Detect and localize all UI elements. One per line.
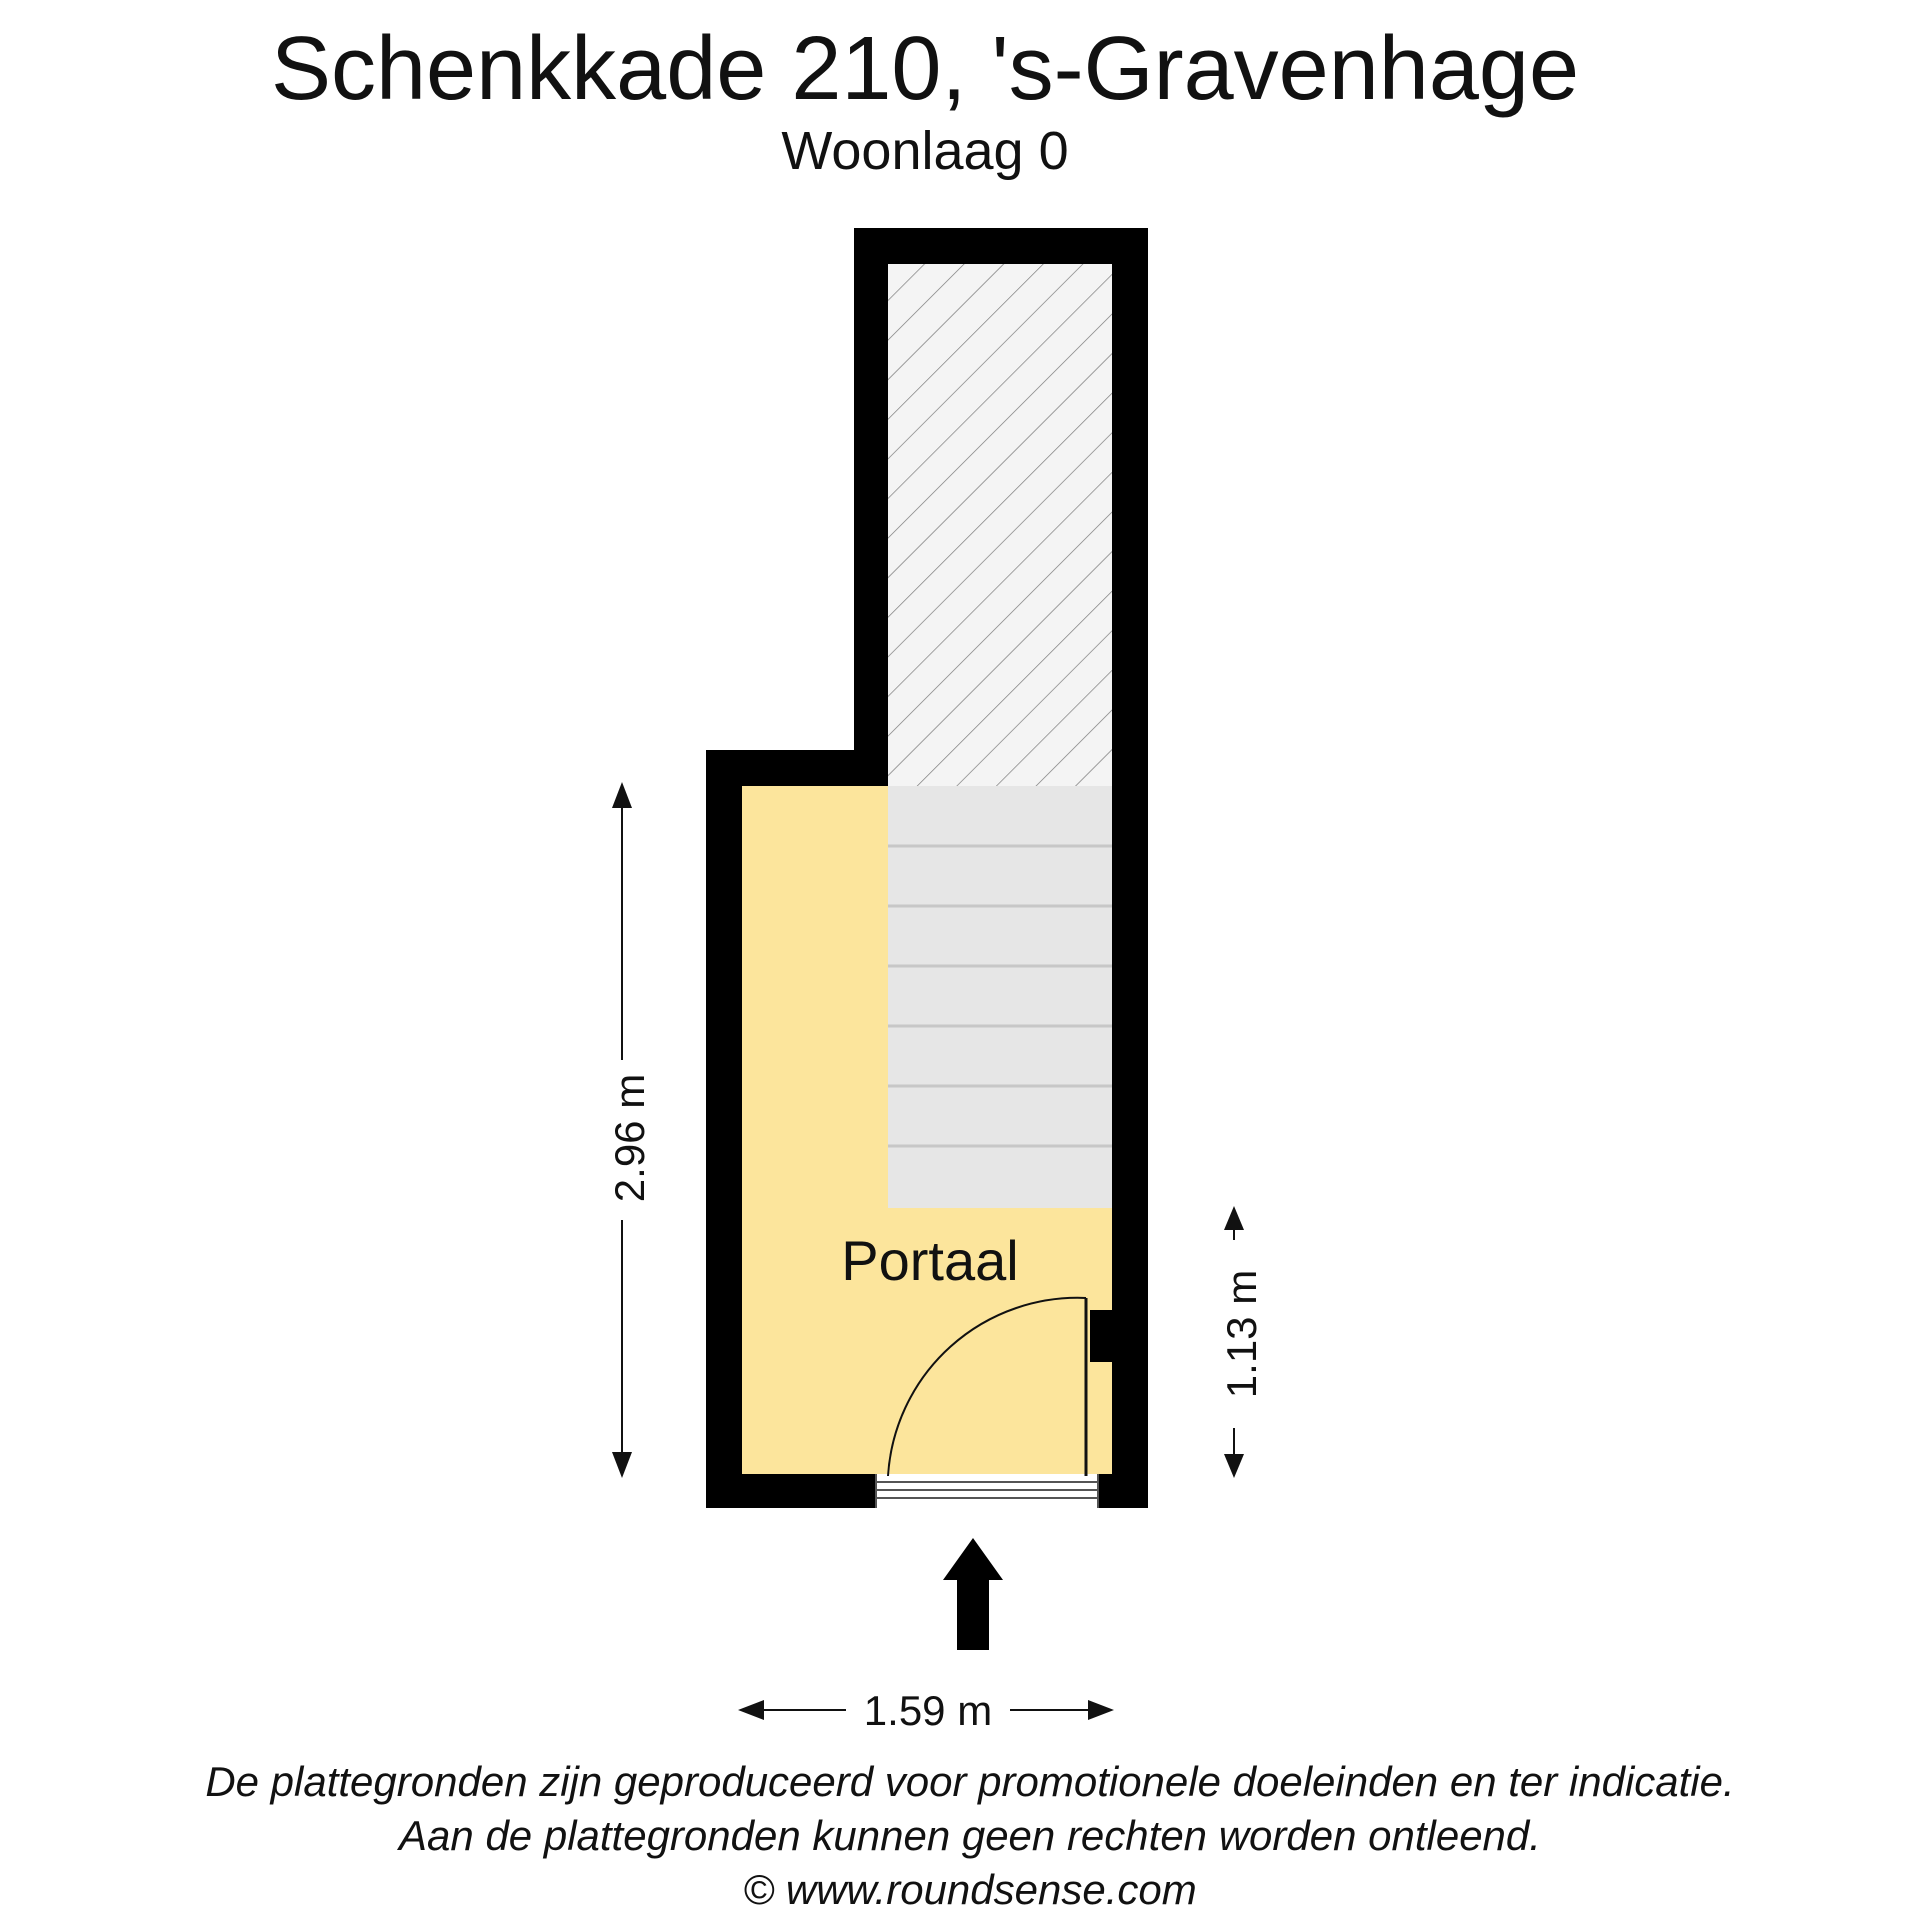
dimension-label-bottom: 1.59 m	[863, 1687, 993, 1734]
floor-subtitle: Woonlaag 0	[781, 121, 1069, 181]
dimension-label-right: 1.13 m	[1218, 1269, 1265, 1399]
wall-stub	[1090, 1310, 1114, 1362]
stair-void-hatch	[888, 264, 1112, 786]
dimension-label-left: 2.96 m	[606, 1073, 653, 1203]
staircase	[888, 786, 1112, 1208]
dimension-right	[1218, 1206, 1265, 1478]
disclaimer-line-1: De plattegronden zijn geproduceerd voor promotionele doeleinden en ter indicatie.	[205, 1758, 1735, 1805]
dimension-bottom	[738, 1687, 1114, 1734]
room-label-portaal: Portaal	[841, 1229, 1019, 1292]
dimension-left	[606, 782, 653, 1478]
entrance-arrow-icon	[943, 1538, 1003, 1650]
plan-title: Schenkkade 210, 's-Gravenhage	[270, 19, 1580, 119]
copyright-line: © www.roundsense.com	[743, 1866, 1197, 1913]
disclaimer-line-2: Aan de plattegronden kunnen geen rechten worden ontleend.	[399, 1812, 1541, 1859]
